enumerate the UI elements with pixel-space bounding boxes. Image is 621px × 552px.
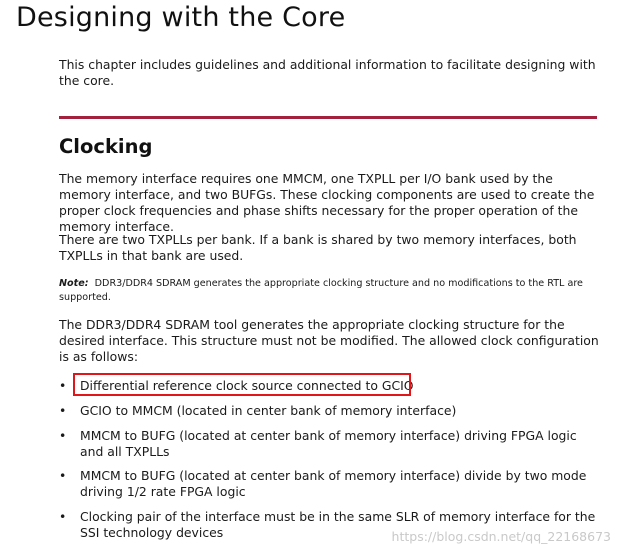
list-item-text: Differential reference clock source connected to GCIO bbox=[80, 378, 414, 393]
note-text: DDR3/DDR4 SDRAM generates the appropriate clocking structure and no modifications to the RTL are supported. bbox=[59, 278, 583, 303]
list-item-text: GCIO to MMCM (located in center bank of memory interface) bbox=[80, 403, 457, 418]
section-heading: Clocking bbox=[59, 135, 153, 158]
list-item-text: MMCM to BUFG (located at center bank of memory interface) divide by two mode driving 1/2 rate FPGA logic bbox=[80, 468, 587, 499]
bullet-icon: • bbox=[59, 428, 67, 443]
bullet-icon: • bbox=[59, 468, 67, 483]
note-label: Note: bbox=[59, 278, 89, 289]
watermark: https://blog.csdn.net/qq_22168673 bbox=[391, 529, 611, 544]
bullet-icon: • bbox=[59, 403, 67, 418]
section-divider bbox=[59, 116, 597, 119]
bullet-icon: • bbox=[59, 509, 67, 524]
page-title: Designing with the Core bbox=[16, 2, 346, 33]
clocking-paragraph-3: The DDR3/DDR4 SDRAM tool generates the appropriate clocking structure for the desired interface. This structure must not be modified. The allowed clock configuration is as follows: bbox=[59, 317, 599, 364]
clocking-paragraph-1: The memory interface requires one MMCM, one TXPLL per I/O bank used by the memory interface, and two BUFGs. These clocking components are used to create the proper clock frequencies and phase shifts necessary for the proper operation of the memory interface. bbox=[59, 171, 595, 234]
note-block bbox=[59, 277, 599, 305]
list-item-text: MMCM to BUFG (located at center bank of memory interface) driving FPGA logic and all TXPLLs bbox=[80, 428, 577, 459]
list-item-text: Clocking pair of the interface must be in the same SLR of memory interface for the SSI technology devices bbox=[80, 509, 596, 540]
highlight-annotation-box bbox=[73, 373, 411, 396]
bullet-icon: • bbox=[59, 378, 67, 393]
clocking-paragraph-2: There are two TXPLLs per bank. If a bank is shared by two memory interfaces, both TXPLLs in that bank are used. bbox=[59, 232, 577, 263]
chapter-intro: This chapter includes guidelines and additional information to facilitate designing with the core. bbox=[59, 57, 596, 88]
